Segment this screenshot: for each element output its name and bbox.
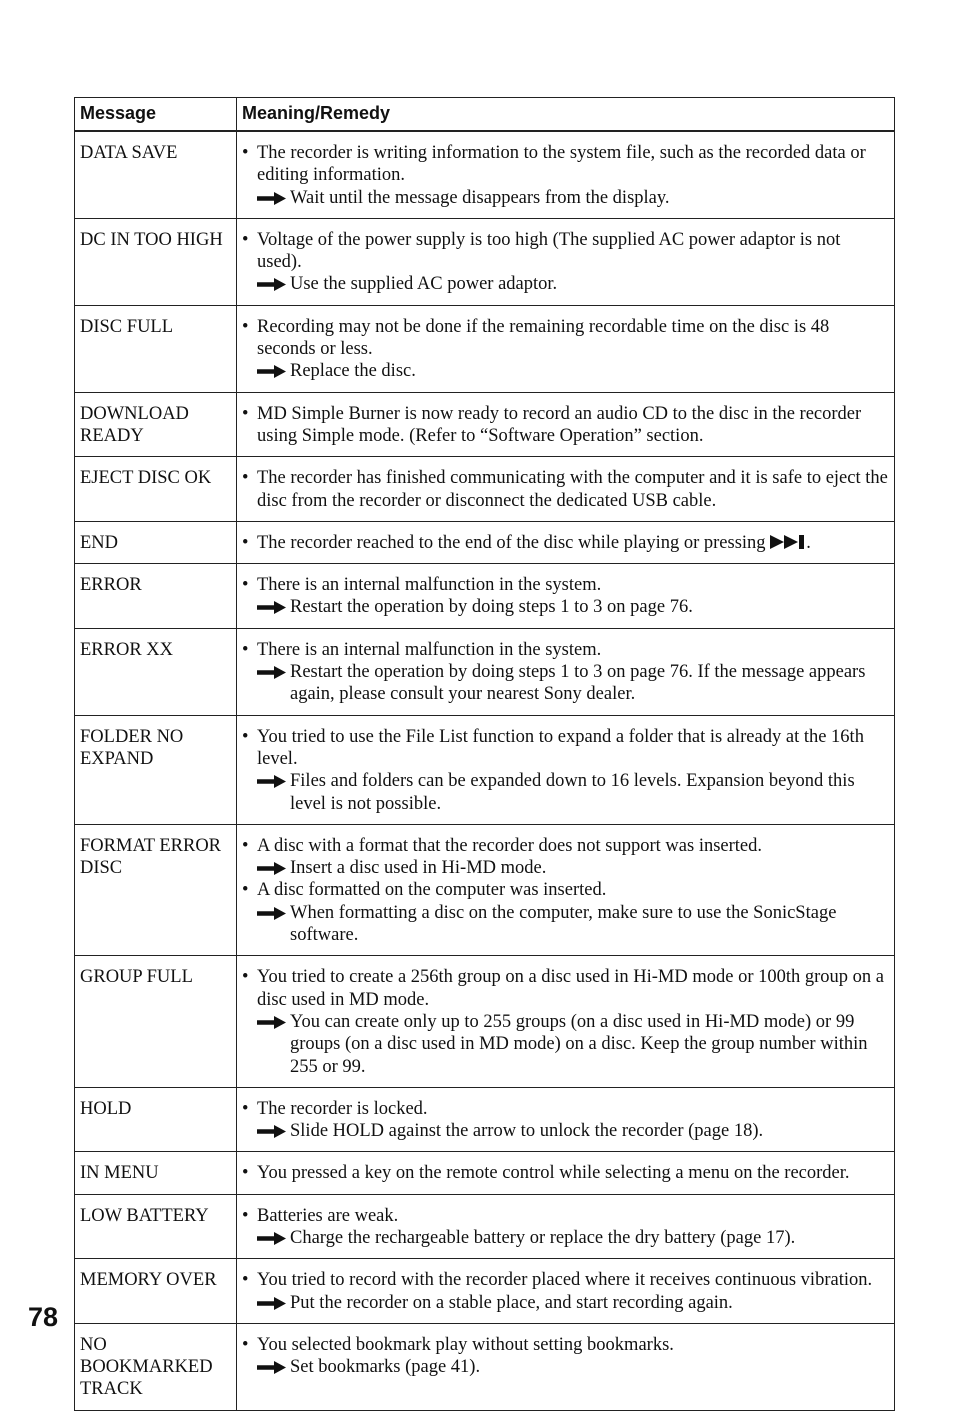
remedy-text: Restart the operation by doing steps 1 to 3 on page 76. If the message appears again, please consult your nearest Sony dealer. [290, 662, 866, 705]
message-cell: DISC FULL [75, 305, 237, 392]
meaning-remedy-cell [237, 218, 895, 305]
remedy-arrow-icon [257, 1297, 286, 1310]
table-row [75, 564, 895, 629]
remedy-text: Wait until the message disappears from the display. [290, 187, 670, 208]
remedy-arrow-icon [257, 862, 286, 875]
table-row [75, 1152, 895, 1194]
remedy-arrow-icon [257, 1016, 286, 1029]
cause-item [242, 1334, 889, 1356]
cause-item [242, 726, 889, 771]
cause-text: MD Simple Burner is now ready to record an audio CD to the disc in the recorder using Simple mode. (Refer to “Software Operation” section. [257, 403, 862, 446]
cause-text: There is an internal malfunction in the system. [257, 575, 602, 596]
cause-item [242, 879, 889, 901]
remedy-item [242, 857, 889, 879]
table-row [75, 824, 895, 955]
message-cell: ERROR XX [75, 628, 237, 715]
message-cell: HOLD [75, 1087, 237, 1152]
message-cell: ERROR [75, 564, 237, 629]
meaning-remedy-cell [237, 131, 895, 218]
bullet-mark: • [242, 835, 249, 856]
cause-suffix: . [806, 532, 811, 553]
remedy-item [242, 596, 889, 618]
remedy-arrow-icon [257, 1232, 286, 1245]
message-cell: LOW BATTERY [75, 1194, 237, 1259]
cause-text: The recorder is locked. [257, 1098, 428, 1119]
remedy-arrow-icon [257, 192, 286, 205]
table-row [75, 305, 895, 392]
bullet-mark: • [242, 229, 249, 250]
meaning-remedy-cell [237, 1259, 895, 1324]
table-body [75, 131, 895, 1410]
bullet-mark: • [242, 403, 249, 424]
remedy-item [242, 902, 889, 947]
remedy-item [242, 1356, 889, 1378]
meaning-remedy-cell [237, 392, 895, 457]
cause-text: You tried to create a 256th group on a disc used in Hi-MD mode or 100th group on a disc used in MD mode. [257, 967, 885, 1010]
meaning-remedy-cell [237, 564, 895, 629]
message-cell: NO BOOKMARKED TRACK [75, 1323, 237, 1410]
bullet-mark: • [242, 575, 249, 596]
message-cell: DOWNLOAD READY [75, 392, 237, 457]
table-row [75, 956, 895, 1087]
table-row [75, 521, 895, 563]
meaning-remedy-cell [237, 715, 895, 824]
bullet-mark: • [242, 1270, 249, 1291]
bullet-mark: • [242, 880, 249, 901]
cause-item [242, 1098, 889, 1120]
message-cell: GROUP FULL [75, 956, 237, 1087]
cause-item [242, 142, 889, 187]
remedy-arrow-icon [257, 278, 286, 291]
bullet-mark: • [242, 1098, 249, 1119]
cause-text: Recording may not be done if the remaining recordable time on the disc is 48 seconds or less. [257, 316, 830, 360]
meaning-remedy-cell [237, 305, 895, 392]
table-row [75, 218, 895, 305]
cause-item [242, 1269, 889, 1291]
table-row [75, 1259, 895, 1324]
meaning-remedy-cell [237, 824, 895, 955]
remedy-arrow-icon [257, 365, 286, 378]
cause-item [242, 532, 889, 554]
bullet-mark: • [242, 143, 249, 163]
bullet-mark: • [242, 967, 249, 988]
remedy-text: Replace the disc. [290, 361, 416, 382]
cause-text: Voltage of the power supply is too high (The supplied AC power adaptor is not used). [257, 229, 841, 273]
page-number: 78 [28, 1302, 59, 1332]
table-row [75, 1194, 895, 1259]
remedy-text: Use the supplied AC power adaptor. [290, 274, 558, 295]
cause-text: A disc with a format that the recorder does not support was inserted. [257, 835, 763, 856]
cause-item [242, 574, 889, 596]
remedy-arrow-icon [257, 907, 286, 920]
bullet-mark: • [242, 639, 249, 660]
cause-item [242, 403, 889, 448]
meaning-remedy-cell [237, 457, 895, 522]
remedy-item [242, 770, 889, 815]
table-row [75, 628, 895, 715]
remedy-item [242, 360, 889, 382]
bullet-mark: • [242, 726, 249, 747]
bullet-mark: • [242, 1334, 249, 1355]
remedy-item [242, 1292, 889, 1314]
table-header-row [75, 98, 895, 132]
remedy-arrow-icon [257, 601, 286, 614]
remedy-arrow-icon [257, 775, 286, 788]
table-row [75, 1087, 895, 1152]
cause-text: A disc formatted on the computer was inserted. [257, 880, 607, 901]
bullet-mark: • [242, 532, 249, 553]
cause-item [242, 639, 889, 661]
cause-text: The recorder is writing information to the system file, such as the recorded data or editing information. [257, 143, 866, 186]
message-cell: DC IN TOO HIGH [75, 218, 237, 305]
cause-text: You selected bookmark play without setting bookmarks. [257, 1334, 674, 1355]
cause-item [242, 316, 889, 361]
remedy-arrow-icon [257, 1125, 286, 1138]
meaning-remedy-cell [237, 1323, 895, 1410]
bullet-mark: • [242, 1163, 249, 1184]
remedy-text: Charge the rechargeable battery or replace the dry battery (page 17). [290, 1227, 796, 1248]
remedy-text: Put the recorder on a stable place, and start recording again. [290, 1292, 733, 1313]
cause-text: Batteries are weak. [257, 1205, 399, 1226]
remedy-item [242, 1227, 889, 1249]
next-track-icon [770, 535, 806, 549]
cause-text: You tried to use the File List function to expand a folder that is already at the 16th level. [257, 726, 864, 769]
remedy-text: When formatting a disc on the computer, make sure to use the SonicStage software. [290, 902, 837, 946]
remedy-text: Slide HOLD against the arrow to unlock the recorder (page 18). [290, 1121, 764, 1142]
cause-item [242, 966, 889, 1011]
table-row [75, 392, 895, 457]
remedy-item [242, 661, 889, 706]
cause-item [242, 835, 889, 857]
meaning-remedy-cell [237, 628, 895, 715]
error-message-table [74, 97, 895, 1411]
header-message: Message [75, 98, 237, 132]
bullet-mark: • [242, 1205, 249, 1226]
cause-text: There is an internal malfunction in the system. [257, 639, 602, 660]
cause-text: The recorder has finished communicating with the computer and it is safe to eject the disc from the recorder or disconnect the dedicated USB cable. [257, 468, 888, 511]
bullet-mark: • [242, 316, 249, 337]
remedy-item [242, 1120, 889, 1142]
meaning-remedy-cell [237, 1087, 895, 1152]
remedy-text: Files and folders can be expanded down to 16 levels. Expansion beyond this level is not possible. [290, 771, 855, 814]
cause-item [242, 467, 889, 512]
remedy-item [242, 187, 889, 209]
meaning-remedy-cell [237, 521, 895, 563]
cause-text: You tried to record with the recorder placed where it receives continuous vibration. [257, 1270, 873, 1291]
meaning-remedy-cell [237, 1152, 895, 1194]
message-cell: DATA SAVE [75, 131, 237, 218]
remedy-item [242, 1011, 889, 1078]
remedy-text: Restart the operation by doing steps 1 to 3 on page 76. [290, 597, 693, 618]
remedy-arrow-icon [257, 1361, 286, 1374]
table-row [75, 457, 895, 522]
table-row [75, 715, 895, 824]
message-cell: FORMAT ERROR DISC [75, 824, 237, 955]
remedy-item [242, 273, 889, 295]
remedy-text: Insert a disc used in Hi-MD mode. [290, 858, 547, 879]
message-cell: END [75, 521, 237, 563]
cause-item [242, 1162, 889, 1184]
remedy-arrow-icon [257, 666, 286, 679]
remedy-text: Set bookmarks (page 41). [290, 1357, 481, 1378]
cause-text: The recorder reached to the end of the disc while playing or pressing [257, 532, 766, 553]
cause-text: You pressed a key on the remote control while selecting a menu on the recorder. [257, 1163, 850, 1184]
table-row [75, 131, 895, 218]
message-cell: EJECT DISC OK [75, 457, 237, 522]
header-meaning-remedy: Meaning/Remedy [237, 98, 895, 132]
meaning-remedy-cell [237, 956, 895, 1087]
remedy-text: You can create only up to 255 groups (on a disc used in Hi-MD mode) or 99 groups (on a disc used in MD mode) on a disc. Keep the group number within 255 or 99. [290, 1011, 868, 1077]
cause-item [242, 229, 889, 274]
bullet-mark: • [242, 468, 249, 489]
table-row [75, 1323, 895, 1410]
message-cell: IN MENU [75, 1152, 237, 1194]
message-cell: MEMORY OVER [75, 1259, 237, 1324]
message-cell: FOLDER NO EXPAND [75, 715, 237, 824]
cause-item [242, 1205, 889, 1227]
meaning-remedy-cell [237, 1194, 895, 1259]
